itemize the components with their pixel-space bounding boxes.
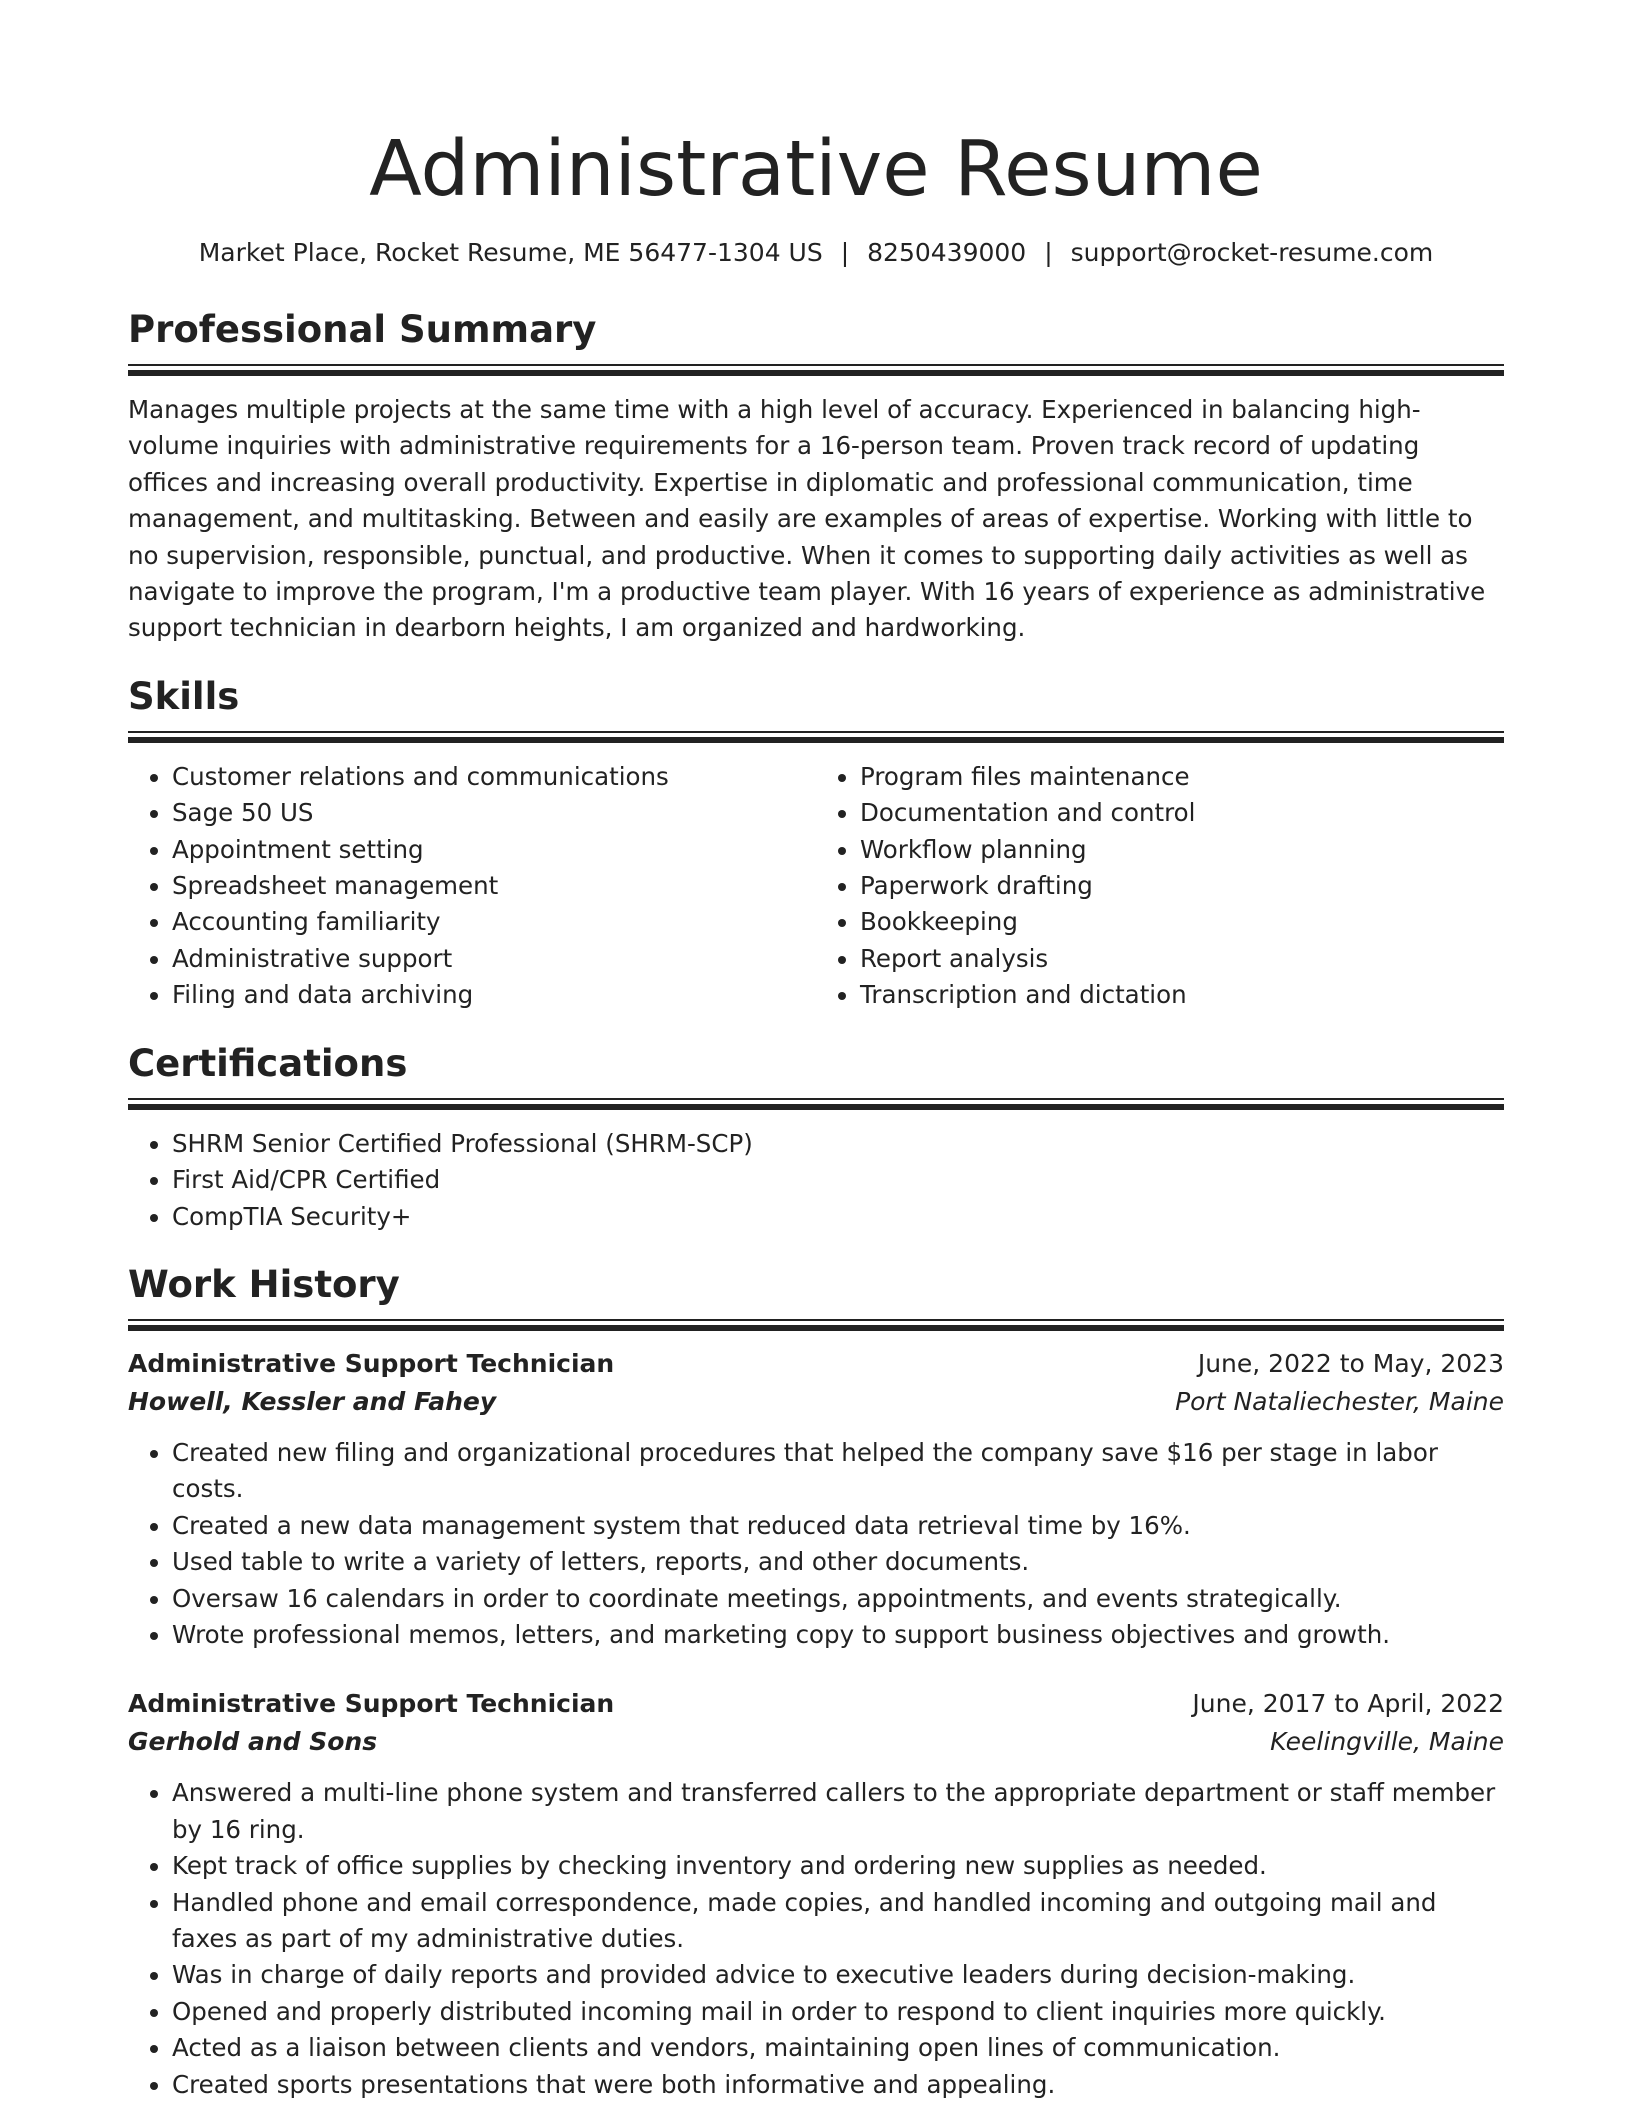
job-location: Port Nataliechester, Maine bbox=[1175, 1386, 1504, 1416]
certification-item: • First Aid/CPR Certified bbox=[172, 1162, 1504, 1198]
job-duty: • Answered a multi-line phone system and transferred callers to the appropriate department or staff member by 16 ring. bbox=[172, 1775, 1504, 1848]
job-dates: June, 2022 to May, 2023 bbox=[1197, 1348, 1504, 1378]
skill-item: • Paperwork drafting bbox=[860, 868, 1504, 904]
job-duty: • Created new filing and organizational procedures that helped the company save $16 per stage in labor costs. bbox=[172, 1435, 1504, 1508]
job-company: Howell, Kessler and Fahey bbox=[128, 1386, 497, 1416]
skill-item: • Sage 50 US bbox=[172, 795, 816, 831]
job-subheader-row bbox=[128, 1383, 1504, 1421]
work-history-section bbox=[128, 1261, 1504, 2103]
section-divider bbox=[128, 731, 1504, 743]
skills-grid bbox=[128, 759, 1504, 1014]
section-divider bbox=[128, 1319, 1504, 1331]
contact-address: Market Place, Rocket Resume, ME 56477-1304 US bbox=[198, 238, 823, 267]
skill-item: • Accounting familiarity bbox=[172, 904, 816, 940]
certifications-section bbox=[128, 1040, 1504, 1235]
job-duties-list bbox=[128, 1435, 1504, 1653]
section-title-skills: Skills bbox=[128, 674, 240, 718]
skills-list-left bbox=[128, 759, 816, 1014]
skill-item: • Workflow planning bbox=[860, 832, 1504, 868]
job-duty: • Oversaw 16 calendars in order to coordinate meetings, appointments, and events strategically. bbox=[172, 1581, 1504, 1617]
skill-item: • Program files maintenance bbox=[860, 759, 1504, 795]
job-duty: • Created a new data management system that reduced data retrieval time by 16%. bbox=[172, 1508, 1504, 1544]
skills-list-right bbox=[816, 759, 1504, 1014]
section-divider bbox=[128, 1098, 1504, 1110]
job-duties-list bbox=[128, 1775, 1504, 2103]
job-duty: • Kept track of office supplies by checking inventory and ordering new supplies as needed. bbox=[172, 1848, 1504, 1884]
job-header-row bbox=[128, 1345, 1504, 1383]
section-title-work-history: Work History bbox=[128, 1262, 400, 1306]
job-entry bbox=[128, 1685, 1504, 2103]
skill-item: • Report analysis bbox=[860, 941, 1504, 977]
job-duty: • Used table to write a variety of letters, reports, and other documents. bbox=[172, 1544, 1504, 1580]
job-dates: June, 2017 to April, 2022 bbox=[1192, 1689, 1504, 1719]
certification-item: • CompTIA Security+ bbox=[172, 1199, 1504, 1235]
job-duty: • Wrote professional memos, letters, and marketing copy to support business objectives and growth. bbox=[172, 1617, 1504, 1653]
skill-item: • Filing and data archiving bbox=[172, 977, 816, 1013]
summary-section bbox=[128, 306, 1504, 647]
job-duty: • Opened and properly distributed incoming mail in order to respond to client inquiries more quickly. bbox=[172, 1994, 1504, 2030]
skill-item: • Appointment setting bbox=[172, 832, 816, 868]
job-subheader-row bbox=[128, 1723, 1504, 1761]
certifications-list bbox=[128, 1126, 1504, 1235]
section-divider bbox=[128, 364, 1504, 376]
skill-item: • Spreadsheet management bbox=[172, 868, 816, 904]
job-title: Administrative Support Technician bbox=[128, 1689, 615, 1719]
job-duty: • Created sports presentations that were both informative and appealing. bbox=[172, 2067, 1504, 2103]
section-title-summary: Professional Summary bbox=[128, 308, 597, 351]
resume-page bbox=[128, 0, 1504, 2103]
contact-separator: | bbox=[1044, 238, 1053, 267]
skills-section bbox=[128, 673, 1504, 1014]
job-location: Keelingville, Maine bbox=[1270, 1727, 1504, 1757]
skill-item: • Administrative support bbox=[172, 941, 816, 977]
contact-separator: | bbox=[840, 238, 850, 267]
resume-title: Administrative Resume bbox=[369, 125, 1263, 214]
summary-text: Manages multiple projects at the same time with a high level of accuracy. Experienced in balancing high-volume inquiries with administrative requirements for a 16-person team. Proven track record of updating offices and increasing overall productivity. Expertise in diplomatic and professional communication, time management, and multitasking. Between and easily are examples of areas of expertise. Working with little to no supervision, responsible, punctual, and productive. When it comes to supporting daily activities as well as navigate to improve the program, I'm a productive team player. With 16 years of experience as administrative support technician in dearborn heights, I am organized and hardworking. bbox=[128, 395, 1486, 643]
section-title-certifications: Certifications bbox=[128, 1041, 408, 1085]
job-company: Gerhold and Sons bbox=[128, 1727, 378, 1757]
job-header-row bbox=[128, 1685, 1504, 1723]
skill-item: • Customer relations and communications bbox=[172, 759, 816, 795]
job-entry bbox=[128, 1345, 1504, 1653]
skill-item: • Bookkeeping bbox=[860, 904, 1504, 940]
contact-phone: 8250439000 bbox=[867, 238, 1027, 267]
contact-line bbox=[128, 236, 1504, 270]
certification-item: • SHRM Senior Certified Professional (SHRM-SCP) bbox=[172, 1126, 1504, 1162]
job-title: Administrative Support Technician bbox=[128, 1348, 615, 1378]
job-duty: • Acted as a liaison between clients and vendors, maintaining open lines of communication. bbox=[172, 2030, 1504, 2066]
skill-item: • Documentation and control bbox=[860, 795, 1504, 831]
job-duty: • Was in charge of daily reports and provided advice to executive leaders during decision-making. bbox=[172, 1957, 1504, 1993]
job-duty: • Handled phone and email correspondence, made copies, and handled incoming and outgoing mail and faxes as part of my administrative duties. bbox=[172, 1885, 1504, 1958]
skill-item: • Transcription and dictation bbox=[860, 977, 1504, 1013]
contact-email: support@rocket-resume.com bbox=[1070, 238, 1434, 267]
